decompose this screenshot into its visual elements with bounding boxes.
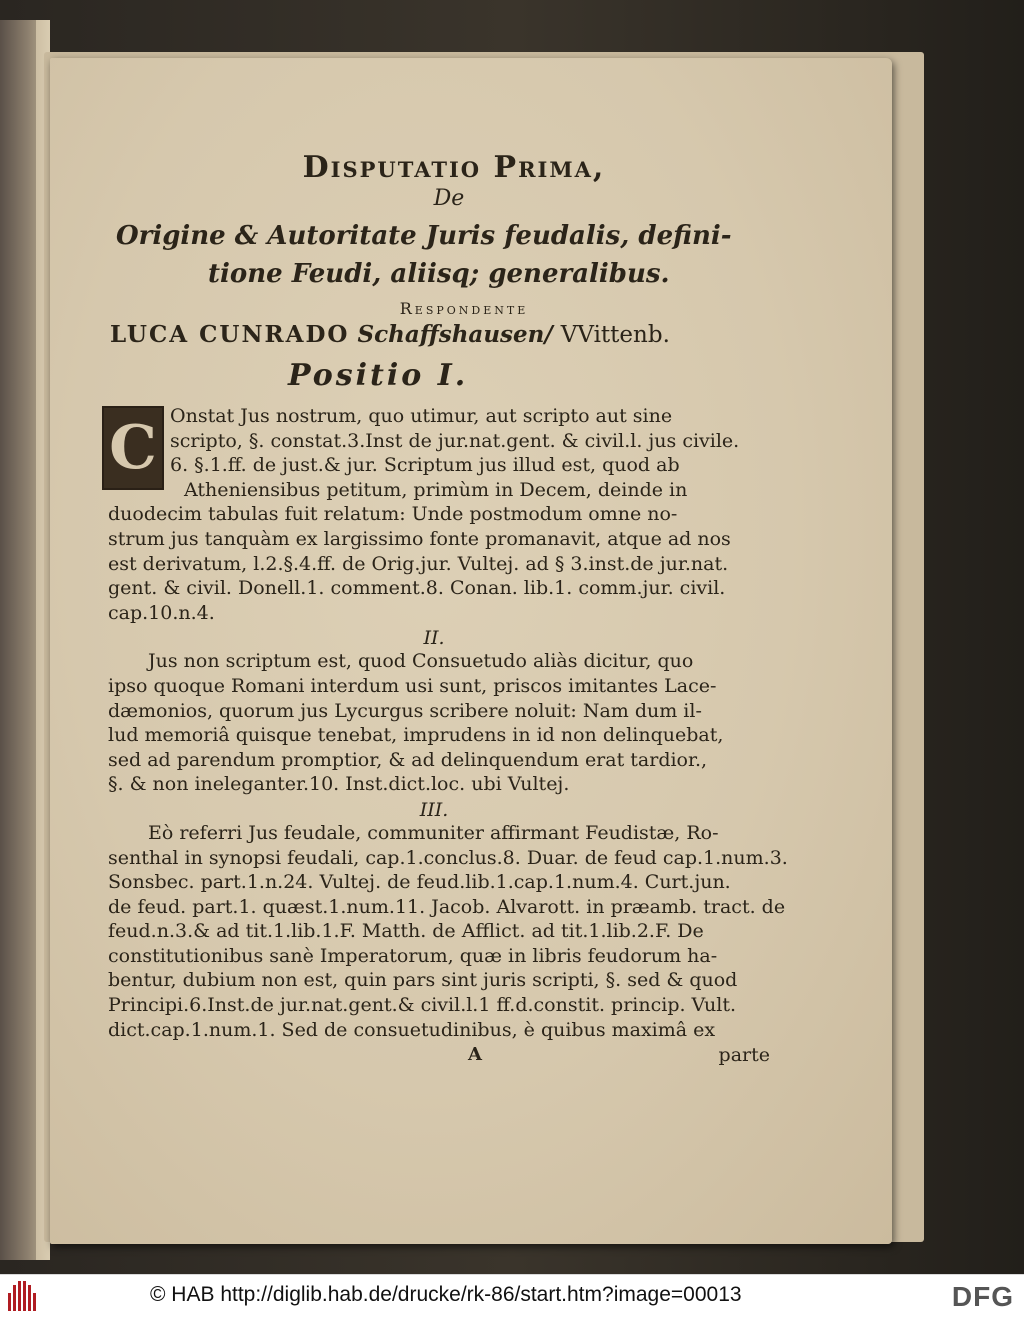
subtitle-line-2: tione Feudi, aliisq; generalibus. — [208, 259, 670, 289]
title-de: De — [433, 186, 465, 211]
text-line: Eò referri Jus feudale, communiter affirmant Feudistæ, Ro- — [148, 821, 719, 844]
catchword: parte — [718, 1044, 770, 1067]
text-line: lud memoriâ quisque tenebat, imprudens in id non delinquebat, — [108, 724, 724, 747]
text-line: constitutionibus sanè Imperatorum, quæ in libris feudorum ha- — [108, 944, 718, 967]
text-line: cap.10.n.4. — [108, 601, 215, 624]
text-line: dict.cap.1.num.1. Sed de consuetudinibus, è quibus maximâ ex — [108, 1018, 716, 1041]
copyright-url: © HAB http://diglib.hab.de/drucke/rk-86/start.htm?image=00013 — [150, 1283, 742, 1306]
signature-mark: A — [468, 1044, 482, 1066]
text-line: Principi.6.Inst.de jur.nat.gent.& civil.l.1 ff.d.constit. princip. Vult. — [108, 994, 737, 1017]
text-line: dæmonios, quorum jus Lycurgus scribere noluit: Nam dum il- — [108, 699, 702, 722]
section-1 — [108, 404, 760, 625]
text-line: scripto, §. constat.3.Inst de jur.nat.gent. & civil.l. jus civile. — [170, 429, 740, 452]
respondente-label: Respondente — [399, 299, 529, 318]
text-line: strum jus tanquàm ex largissimo fonte promanavit, atque ad nos — [108, 527, 731, 550]
decorated-initial-letter: C — [109, 413, 157, 483]
section-number-3: III. — [419, 798, 449, 821]
respondent-town: VVittenb. — [560, 322, 670, 348]
paragraph-3 — [108, 821, 788, 1042]
text-line: de feud. part.1. quæst.1.num.11. Jacob. Alvarott. in præamb. tract. de — [108, 895, 786, 918]
paragraph-1 — [108, 404, 760, 625]
text-line: Sonsbec. part.1.n.24. Vultej. de feud.lib.1.cap.1.num.4. Curt.jun. — [108, 871, 731, 894]
text-line: duodecim tabulas fuit relatum: Unde postmodum omne no- — [108, 503, 678, 526]
scanned-page — [50, 58, 892, 1244]
respondent-line — [110, 320, 760, 350]
subtitle-line-1: Origine & Autoritate Juris feudalis, defini- — [116, 221, 732, 251]
text-line: senthal in synopsi feudali, cap.1.conclus.8. Duar. de feud cap.1.num.3. — [108, 846, 788, 869]
hab-logo-icon — [8, 1281, 42, 1311]
positio-heading: Positio I. — [288, 358, 469, 393]
respondent-origin: Schaffshausen/ — [357, 321, 553, 348]
text-line: sed ad parendum promptior, & ad delinquendum erat tardior., — [108, 748, 708, 771]
paragraph-2 — [108, 649, 760, 797]
text-line: feud.n.3.& ad tit.1.lib.1.F. Matth. de Afflict. ad tit.1.lib.2.F. De — [108, 920, 704, 943]
footer-bar — [0, 1274, 1024, 1317]
decorated-initial — [102, 406, 164, 490]
text-line: bentur, dubium non est, quin pars sint juris scripti, §. sed & quod — [108, 969, 738, 992]
text-line: Onstat Jus nostrum, quo utimur, aut scripto aut sine — [170, 405, 673, 427]
text-line: Jus non scriptum est, quod Consuetudo aliàs dicitur, quo — [148, 650, 694, 673]
respondent-name: LUCA CUNRADO — [110, 321, 350, 348]
dfg-logo-icon: DFG — [951, 1281, 1014, 1312]
section-number-2: II. — [423, 627, 445, 650]
text-line: gent. & civil. Donell.1. comment.8. Conan. lib.1. comm.jur. civil. — [108, 577, 726, 600]
text-line: 6. §.1.ff. de just.& jur. Scriptum jus illud est, quod ab — [170, 454, 680, 477]
text-line: §. & non ineleganter.10. Inst.dict.loc. ubi Vultej. — [108, 773, 570, 796]
text-line: Atheniensibus petitum, primùm in Decem, deinde in — [184, 478, 688, 501]
text-line: ipso quoque Romani interdum usi sunt, priscos imitantes Lace- — [108, 674, 717, 697]
text-line: est derivatum, l.2.§.4.ff. de Orig.jur. Vultej. ad § 3.inst.de jur.nat. — [108, 552, 729, 575]
page-footer-line — [108, 1044, 770, 1068]
page-content — [108, 150, 788, 1068]
disputation-title: Disputatio Prima, — [302, 150, 606, 185]
